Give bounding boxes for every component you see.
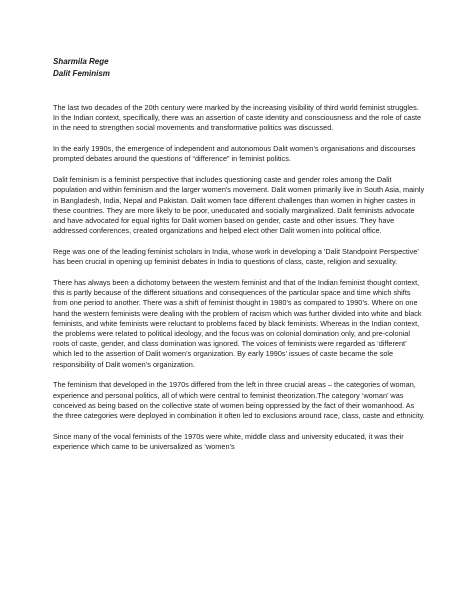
paragraph: The last two decades of the 20th century were marked by the increasing visibility of third world feminist struggles. In the Indian context, specifically, there was an assertion of caste identity and consciousness and the role of caste in the need to strengthen social movements and transformative politics was discussed. bbox=[53, 103, 422, 133]
paragraph: In the early 1990s, the emergence of independent and autonomous Dalit women’s organisations and discourses prompted debates around the questions of “difference” in feminist politics. bbox=[53, 144, 416, 164]
document-body bbox=[53, 56, 425, 463]
author-name: Sharmila Rege bbox=[53, 57, 109, 66]
document-title: Dalit Feminism bbox=[53, 68, 110, 78]
paragraph: Dalit feminism is a feminist perspective that includes questioning caste and gender roles among the Dalit population and within feminism and the larger women's movement. Dalit women primarily live in South Asia, mainly in Bangladesh, India, Nepal and Pakistan. Dalit women face different challenges than women in higher castes in these countries. They are more likely to be poor, uneducated and socially marginalized. Dalit feminists advocate and have advocated for equal rights for Dalit women based on gender, caste and other issues. They have addressed conferences, created organizations and helped elect other Dalit women into political office. bbox=[53, 175, 425, 236]
paragraph: Rege was one of the leading feminist scholars in India, whose work in developing a 'Dalit Standpoint Perspective' has been crucial in opening up feminist debates in India to questions of class, caste, religion and sexuality. bbox=[53, 247, 419, 267]
paragraph: The feminism that developed in the 1970s differed from the left in three crucial areas – the categories of woman, experience and personal politics, all of which were central to feminist theorization.The category ‘woman’ was conceived as being based on the collective state of women being oppressed by the fact of their womanhood. As the three categories were deployed in combination it often led to exclusions around race, class, caste and ethnicity. bbox=[53, 380, 425, 421]
paragraph: There has always been a dichotomy between the western feminist and that of the Indian feminist thought context, this is partly because of the different situations and consequences of the particular space and time which shifts from one period to another. There was a shift of feminist thought in 1980’s as compared to 1990’s. Where on one hand the western feminists were dealing with the problem of racism which was further divided into white and black feminists, and white feminists were reluctant to problems faced by black feminists. Whereas in the Indian context, the problems were related to political ideology, and the focus was on colonial domination only, and pre-colonial roots of caste, gender, and class domination was ignored. The voices of feminists were regarded as ‘different’ which led to the assertion of Dalit women’s organization. By early 1990s’ issues of caste became the sole responsibility of Dalit women’s organization. bbox=[53, 278, 422, 369]
paragraph: Since many of the vocal feminists of the 1970s were white, middle class and university educated, it was their experience which came to be universalized as ‘women’s bbox=[53, 431, 404, 452]
